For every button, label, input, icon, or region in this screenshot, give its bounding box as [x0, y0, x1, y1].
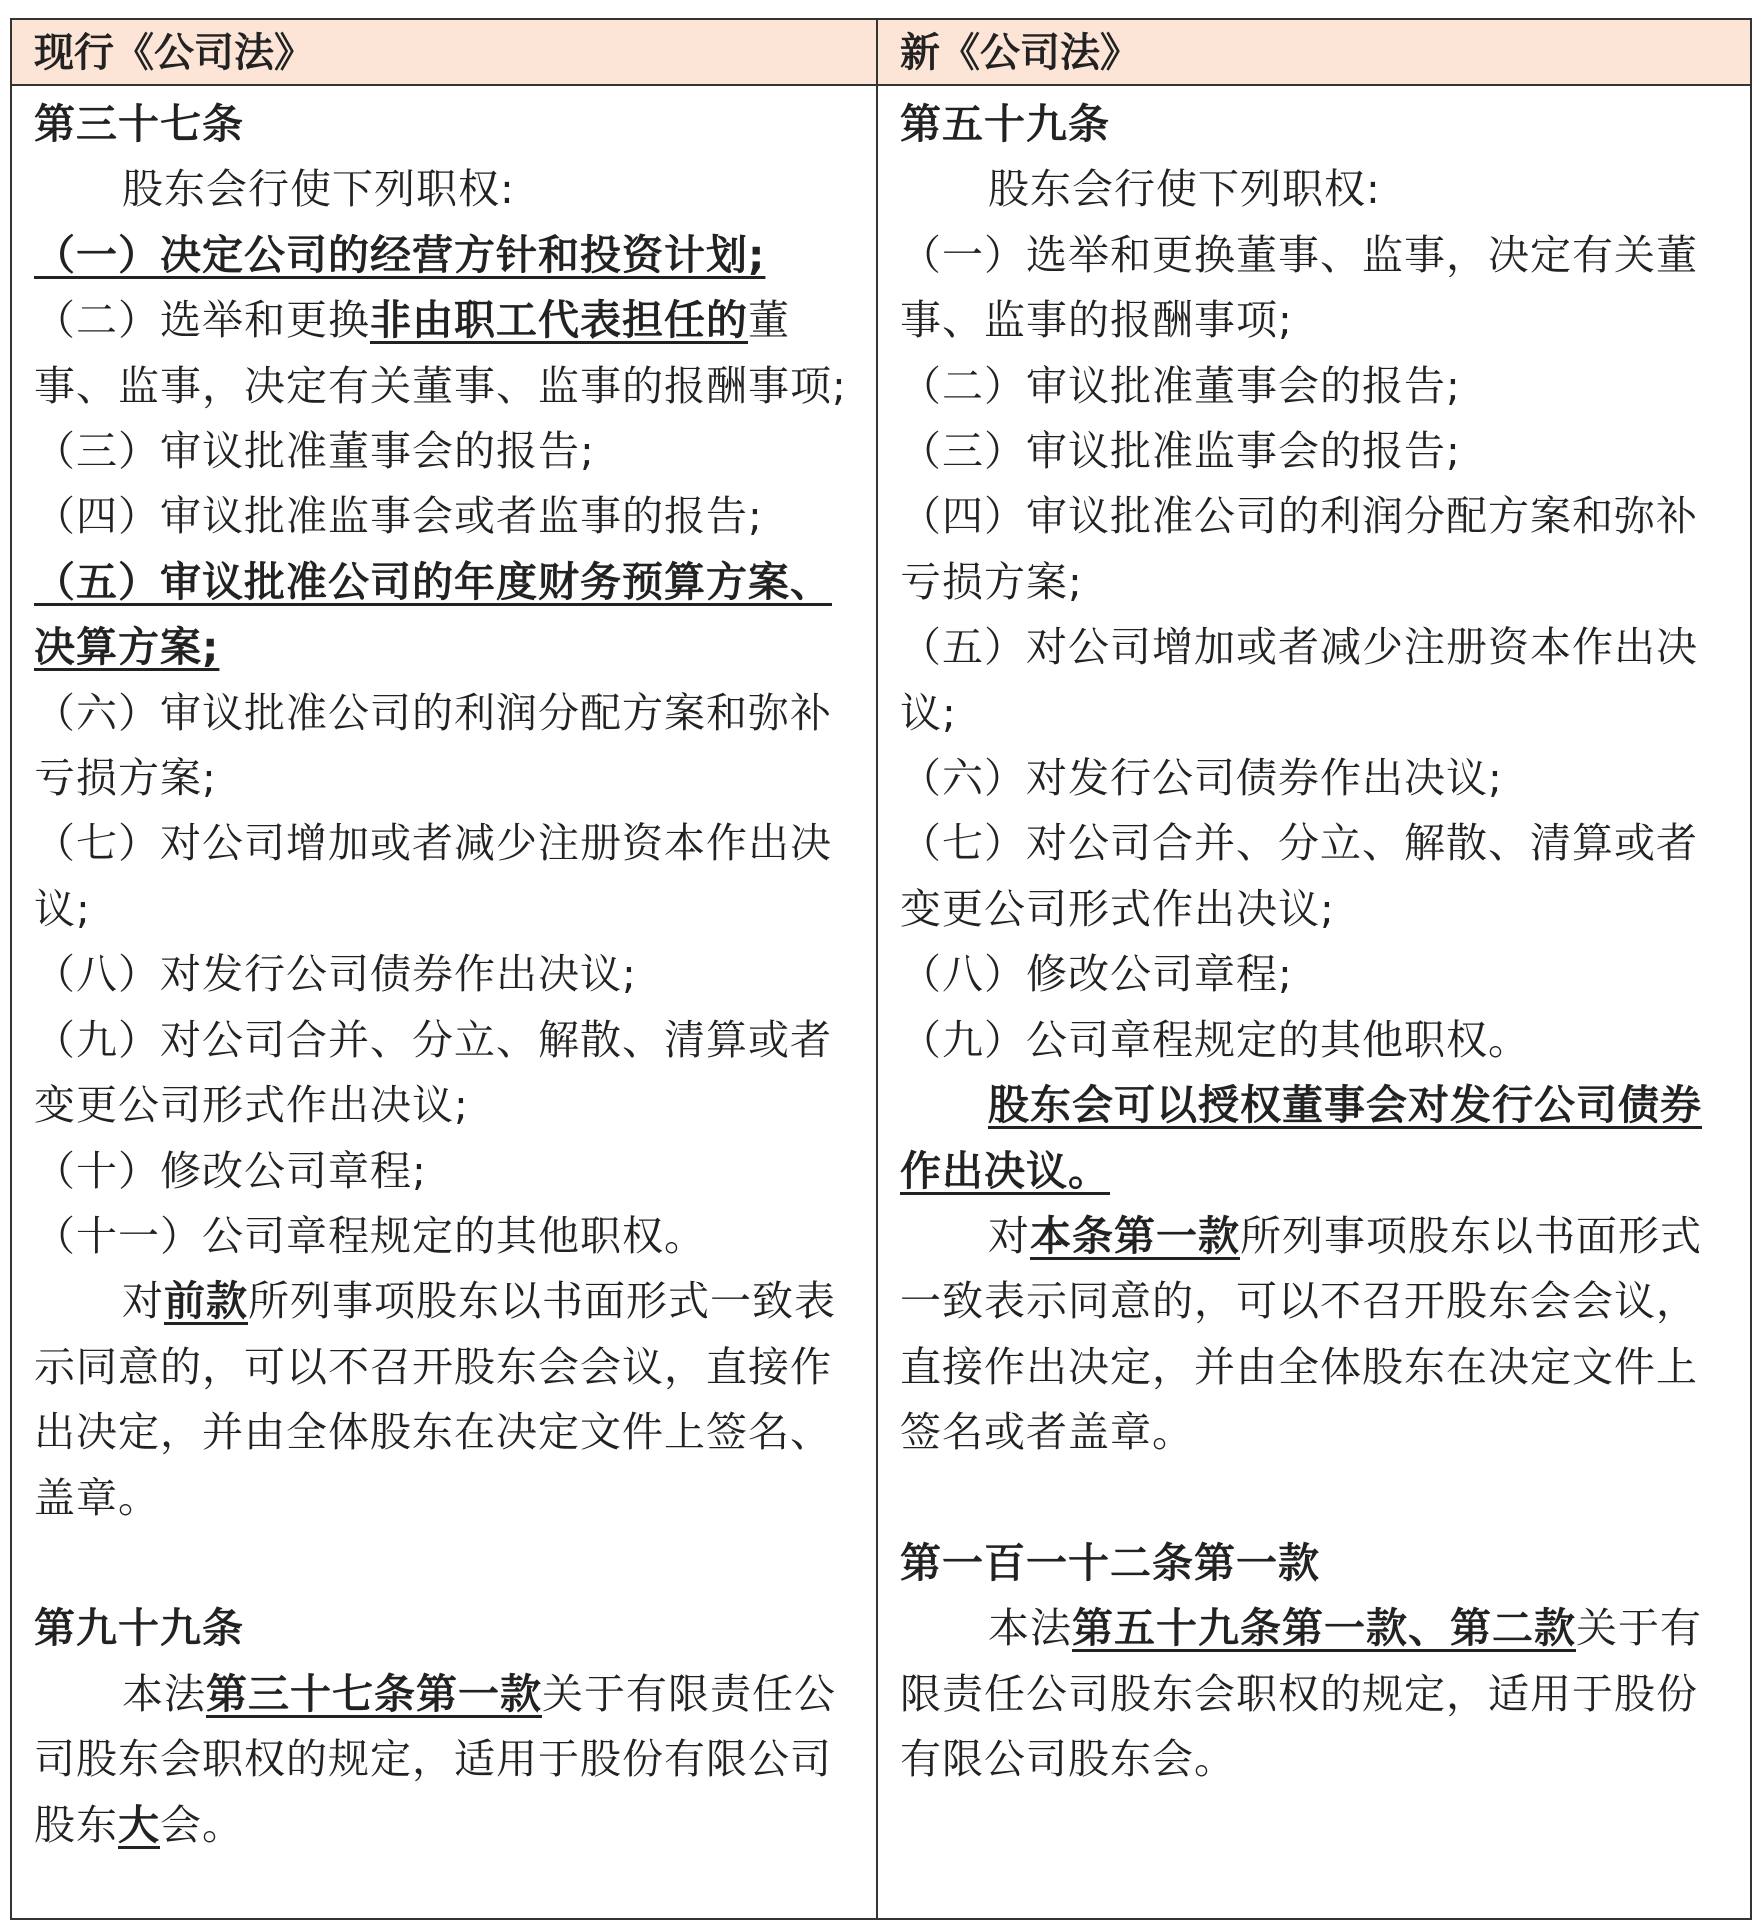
- article-37-item-3: （三）审议批准董事会的报告;: [34, 427, 595, 476]
- article-99-text: [34, 1662, 856, 1858]
- header-new-law: [878, 20, 1750, 86]
- article-37-item-4: （四）审议批准监事会或者监事的报告;: [34, 492, 763, 541]
- article-59-item-3: （三）审议批准监事会的报告;: [900, 427, 1461, 476]
- article-99-title: 第九十九条: [34, 1604, 244, 1653]
- article-37-item-6: （六）审议批准公司的利润分配方案和弥补亏损方案;: [34, 688, 832, 803]
- current-law-column: [12, 86, 878, 1918]
- article-37-item-7: （七）对公司增加或者减少注册资本作出决议;: [34, 819, 832, 933]
- article-59-item-5: （五）对公司增加或者减少注册资本作出决议;: [900, 623, 1698, 737]
- article-37-item-5: [34, 550, 856, 681]
- article-37-item-2: [34, 288, 856, 419]
- deleted-phrase: 非由职工代表担任的: [370, 296, 748, 345]
- law-comparison-table: [10, 18, 1752, 1920]
- changed-phrase: 本条第一款: [1030, 1211, 1240, 1260]
- article-59-paragraph-2: [900, 1073, 1730, 1204]
- deleted-item-text: （一）决定公司的经营方针和投资计划;: [34, 230, 766, 279]
- paragraph-text: 对: [988, 1211, 1030, 1260]
- paragraph-text: 关于有限责任公司股东会职权的规定，适用于股份有限公司股东会。: [900, 1604, 1702, 1784]
- new-law-column: [878, 86, 1750, 1918]
- article-37-item-8: （八）对发行公司债券作出决议;: [34, 950, 637, 999]
- article-59-item-7: （七）对公司合并、分立、解散、清算或者变更公司形式作出决议;: [900, 819, 1698, 933]
- article-59-item-8: （八）修改公司章程;: [900, 950, 1293, 999]
- header-current-law: [12, 20, 878, 86]
- article-59-item-6: （六）对发行公司债券作出决议;: [900, 754, 1503, 803]
- deleted-character: 大: [118, 1800, 160, 1849]
- article-59-item-2: （二）审议批准董事会的报告;: [900, 361, 1461, 410]
- article-59-title: 第五十九条: [900, 100, 1110, 148]
- header-current-law-label: 现行《公司法》: [34, 30, 314, 76]
- article-112-text: [900, 1596, 1730, 1792]
- paragraph-text: 关于有限责任公司股东会职权的规定，适用于股份有限公司股东: [34, 1669, 836, 1849]
- article-37-item-9: （九）对公司合并、分立、解散、清算或者变更公司形式作出决议;: [34, 1015, 832, 1130]
- deleted-item-text: （五）审议批准公司的年度财务预算方案、决算方案;: [34, 557, 832, 672]
- changed-phrase: 第五十九条第一款、第二款: [1072, 1604, 1576, 1653]
- article-59-intro: 股东会行使下列职权:: [988, 165, 1381, 214]
- article-37-paragraph-2: [34, 1269, 856, 1531]
- paragraph-text: 本法: [122, 1669, 206, 1718]
- header-new-law-label: 新《公司法》: [900, 30, 1140, 76]
- blank-line: [34, 1531, 856, 1596]
- article-59-item-4: （四）审议批准公司的利润分配方案和弥补亏损方案;: [900, 492, 1698, 606]
- changed-phrase: 第三十七条第一款: [206, 1669, 542, 1718]
- article-59-item-1: （一）选举和更换董事、监事，决定有关董事、监事的报酬事项;: [900, 230, 1698, 345]
- changed-phrase: 前款: [164, 1277, 248, 1326]
- paragraph-text: 所列事项股东以书面形式一致表示同意的，可以不召开股东会会议，直接作出决定，并由全体股东在决定文件上签名、盖章。: [34, 1277, 836, 1522]
- added-paragraph: 股东会可以授权董事会对发行公司债券作出决议。: [900, 1081, 1702, 1195]
- paragraph-text: 对: [122, 1277, 164, 1326]
- blank-line: [900, 1466, 1730, 1531]
- article-37-item-1: [34, 223, 856, 288]
- article-37-intro: 股东会行使下列职权:: [122, 165, 515, 214]
- paragraph-text: 会。: [160, 1800, 244, 1849]
- article-112-title: 第一百一十二条第一款: [900, 1538, 1320, 1587]
- article-59-item-9: （九）公司章程规定的其他职权。: [900, 1015, 1530, 1064]
- paragraph-text: 本法: [988, 1604, 1072, 1653]
- article-37-title: 第三十七条: [34, 100, 244, 148]
- article-37-item-10: （十）修改公司章程;: [34, 1146, 427, 1195]
- paragraph-text: 所列事项股东以书面形式一致表示同意的，可以不召开股东会会议，直接作出决定，并由全体股东在决定文件上签名或者盖章。: [900, 1211, 1702, 1457]
- item-text: 董事、监事，决定有关董事、监事的报酬事项;: [34, 296, 847, 410]
- article-59-paragraph-3: [900, 1204, 1730, 1466]
- item-text: （二）选举和更换: [34, 296, 370, 345]
- article-37-item-11: （十一）公司章程规定的其他职权。: [34, 1211, 706, 1260]
